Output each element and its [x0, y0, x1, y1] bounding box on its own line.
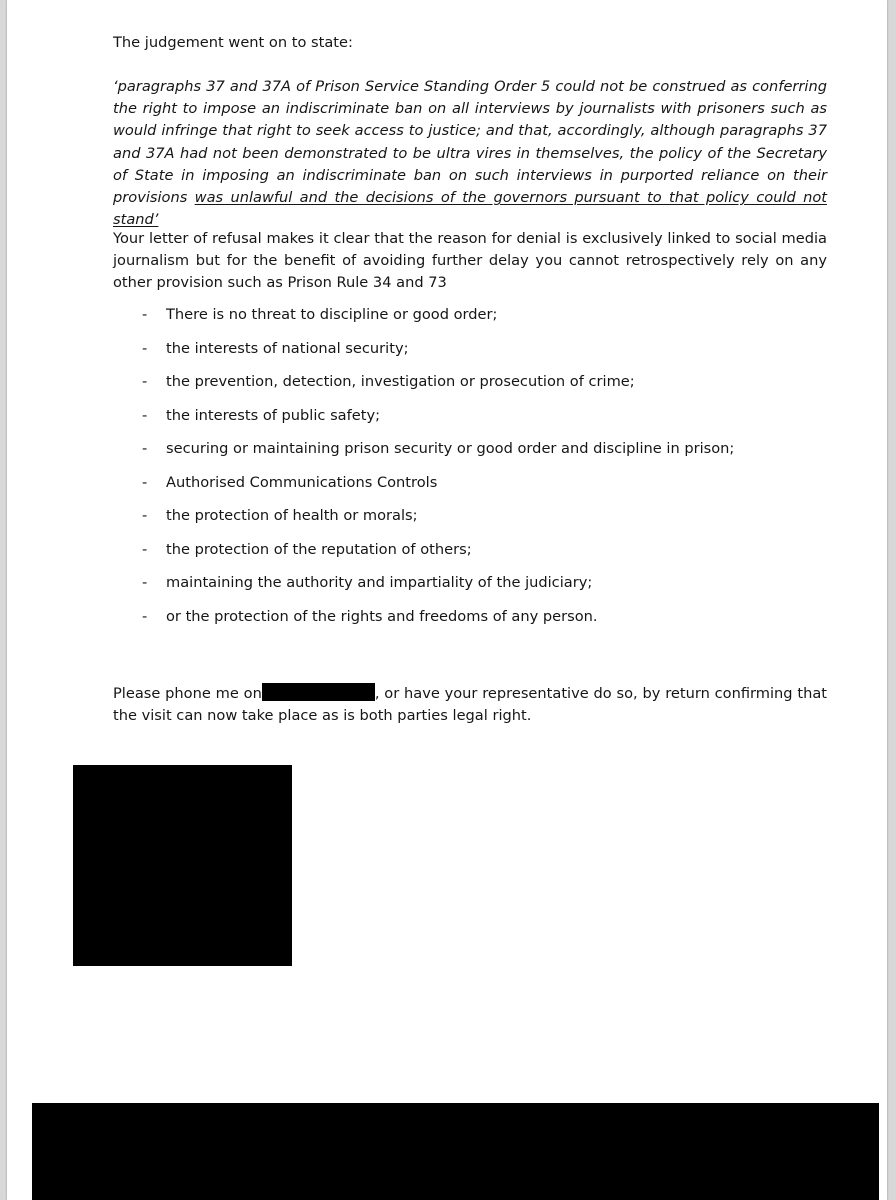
- redacted-footer-block: [32, 1103, 879, 1200]
- grounds-list: [113, 304, 813, 639]
- closing-text-end: , or have your representative do so, by return confirming that the visit can now take place as is both parties legal right.: [113, 685, 827, 725]
- list-dash: -: [142, 440, 148, 457]
- quote-text: ‘paragraphs 37 and 37A of Prison Service Standing Order 5 could not be construed as conferring the right to impose an indiscriminate ban on all interviews by journalists with prisoners such as would infringe that right to seek access to justice; and that, accordingly, although paragraphs 37 and 37A had not been demonstrated to be ultra vires in themselves, the policy of the Secretary of State in imposing an indiscriminate ban on such interviews in purported reliance on their provisions: [113, 78, 827, 207]
- list-dash: -: [142, 473, 148, 491]
- list-dash: -: [142, 373, 148, 390]
- document-page: [7, 0, 887, 1200]
- quote-underlined-conclusion: was unlawful and the decisions of the governors pursuant to that policy could not stand’: [113, 189, 827, 229]
- list-item-text: the protection of the reputation of others;: [166, 540, 472, 558]
- redacted-phone-number: [262, 683, 375, 701]
- list-dash: -: [142, 607, 148, 625]
- list-item-text: the interests of national security;: [166, 339, 409, 357]
- closing-paragraph: [113, 683, 827, 727]
- list-dash: -: [142, 406, 148, 424]
- list-dash: -: [142, 339, 148, 357]
- list-item: [113, 371, 813, 405]
- list-item: [113, 606, 813, 640]
- redacted-signature-block: [73, 765, 292, 966]
- list-item-text: the prevention, detection, investigation or prosecution of crime;: [166, 373, 635, 390]
- list-item: [113, 405, 813, 439]
- list-item: [113, 472, 813, 506]
- list-item: [113, 505, 813, 539]
- list-dash: -: [142, 574, 148, 591]
- list-item-text: securing or maintaining prison security or good order and discipline in prison;: [166, 440, 735, 457]
- list-item: [113, 539, 813, 573]
- list-item-text: maintaining the authority and impartiality of the judiciary;: [166, 574, 593, 591]
- closing-text-start: Please phone me on: [113, 685, 262, 702]
- list-item-text: the protection of health or morals;: [166, 507, 418, 524]
- list-item-text: or the protection of the rights and freedoms of any person.: [166, 607, 598, 625]
- list-item-text: Authorised Communications Controls: [166, 473, 438, 491]
- list-item: [113, 572, 813, 606]
- list-item: [113, 304, 813, 338]
- list-dash: -: [142, 507, 148, 524]
- list-dash: -: [142, 540, 148, 558]
- list-item-text: There is no threat to discipline or good order;: [166, 306, 498, 323]
- refusal-paragraph: Your letter of refusal makes it clear that the reason for denial is exclusively linked to social media journalism but for the benefit of avoiding further delay you cannot retrospectively rely on any other provision such as Prison Rule 34 and 73: [113, 230, 827, 292]
- list-item-text: the interests of public safety;: [166, 406, 381, 424]
- judgement-quote: [113, 76, 827, 231]
- list-item: [113, 438, 813, 472]
- list-item: [113, 338, 813, 372]
- intro-line: The judgement went on to state:: [113, 34, 353, 51]
- list-dash: -: [142, 306, 148, 323]
